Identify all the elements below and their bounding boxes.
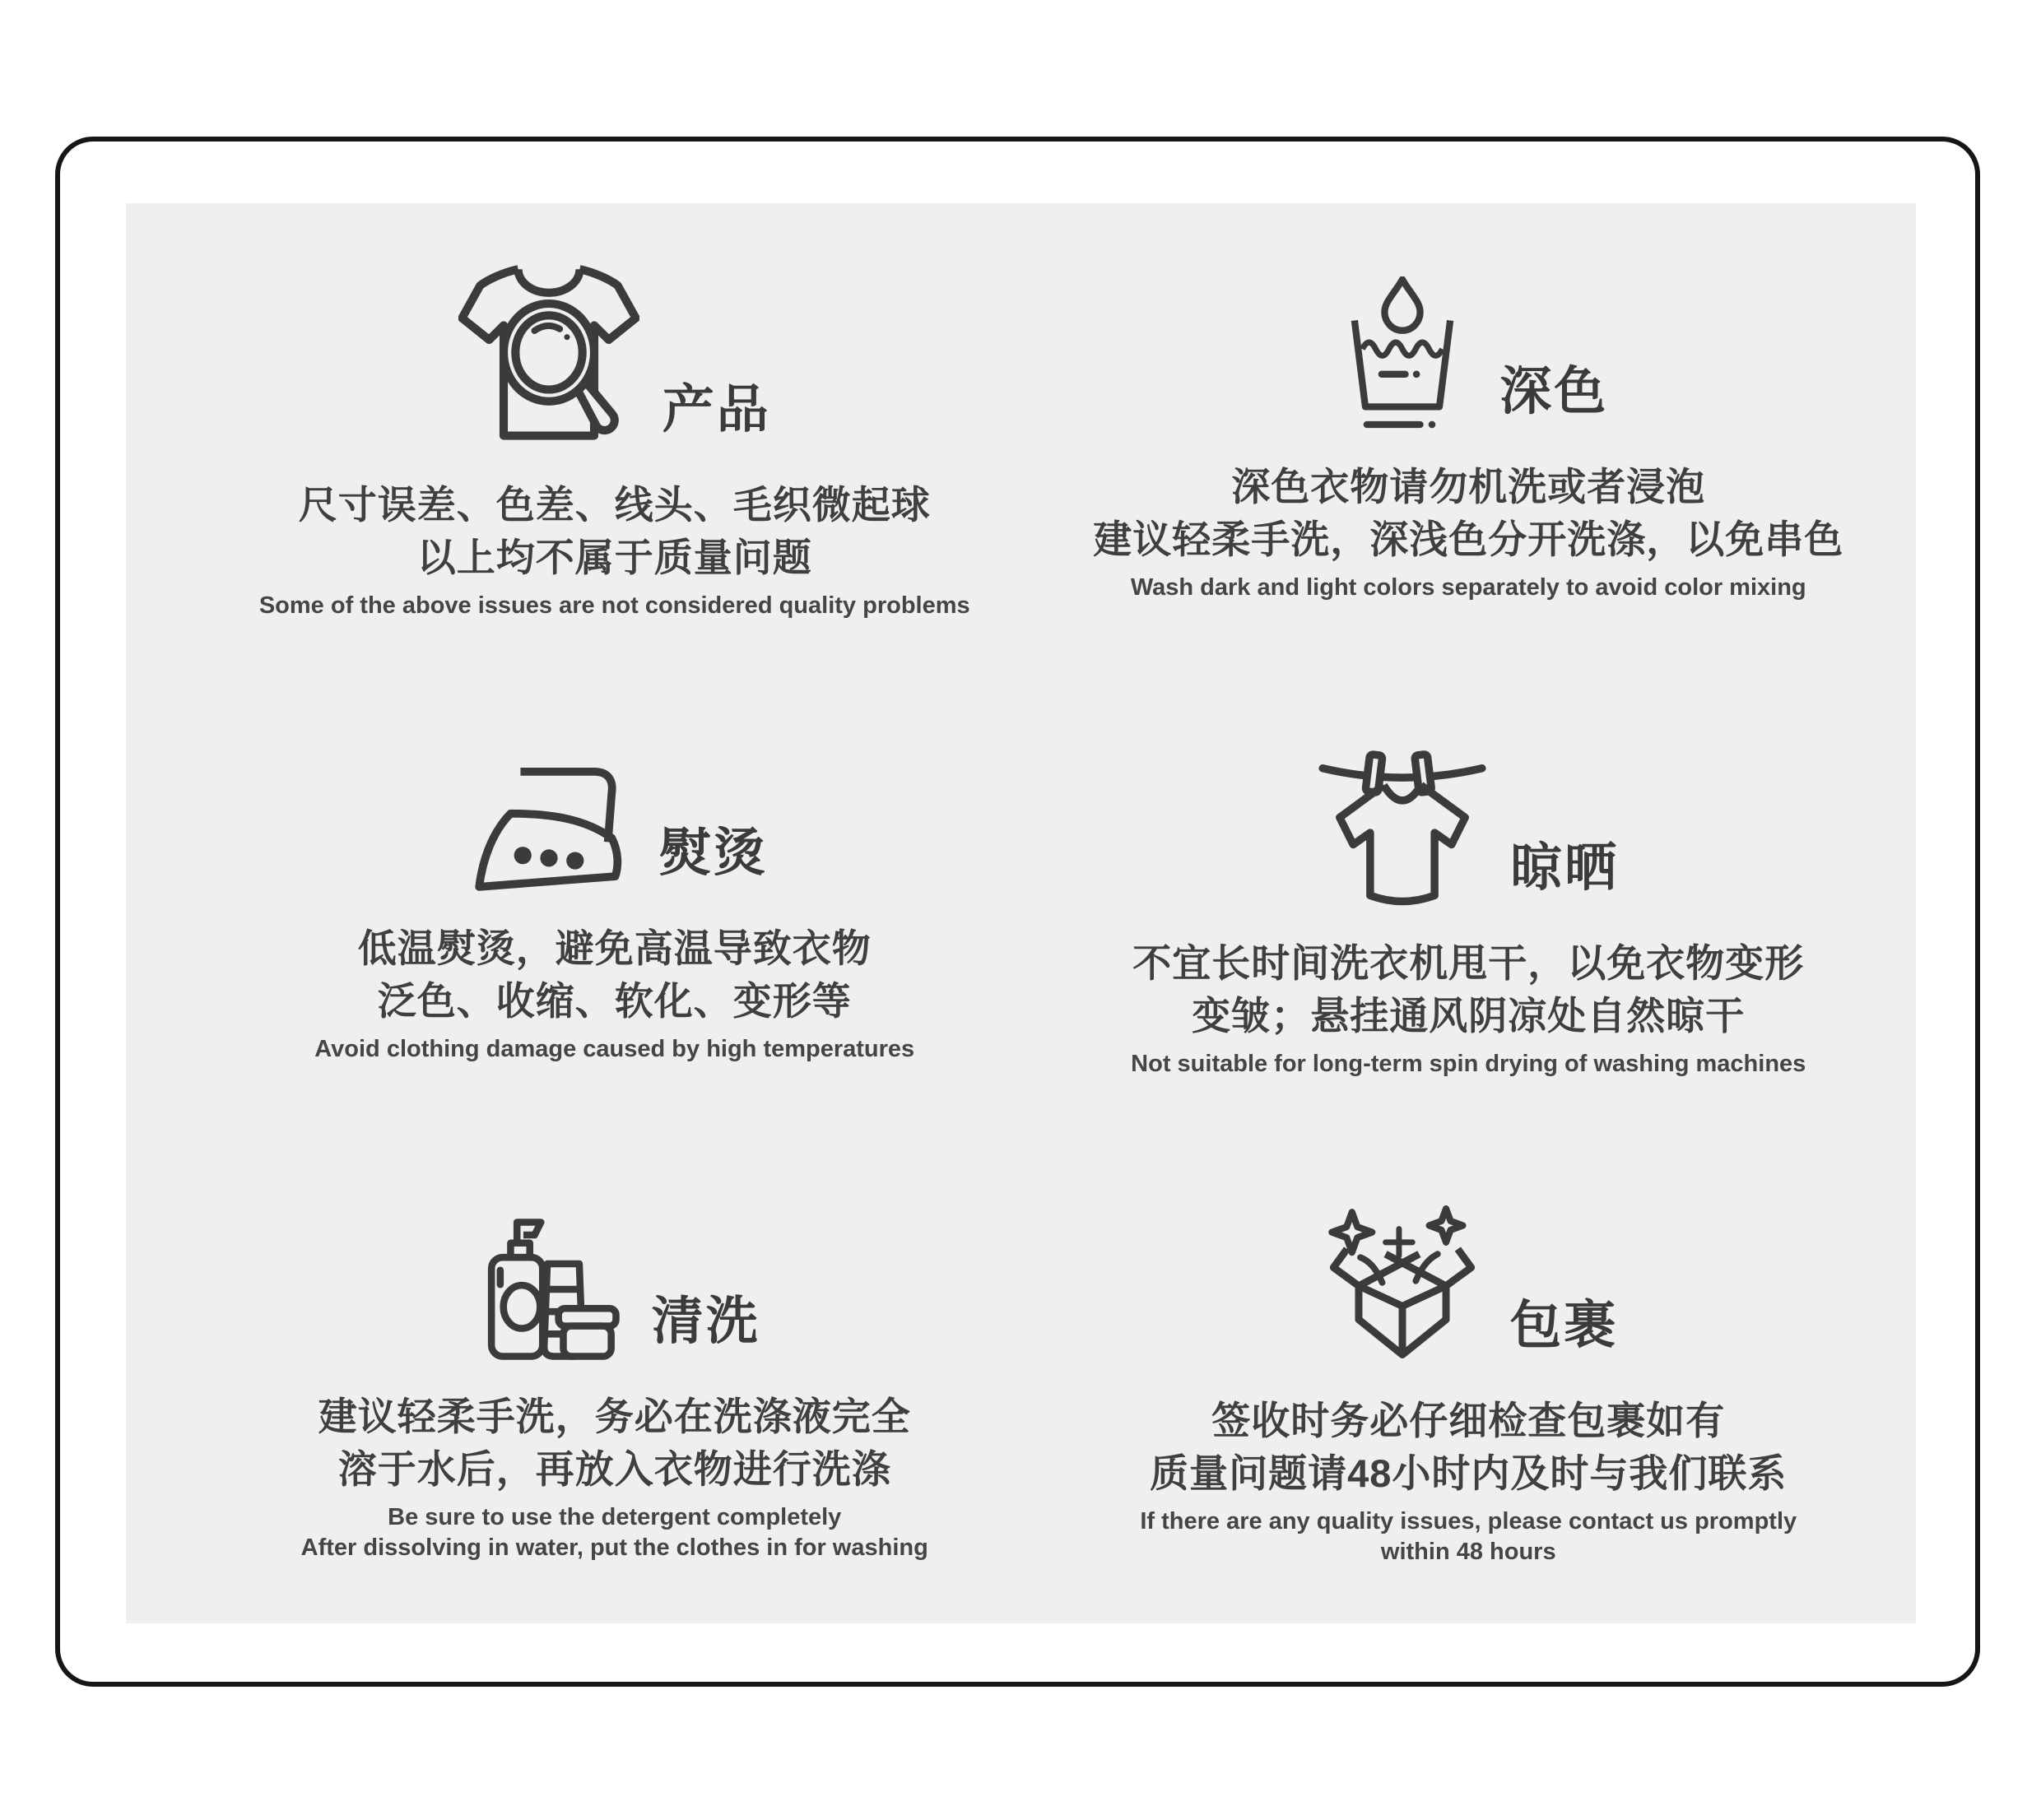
section-title: 清洗 (651, 1293, 760, 1351)
sections-grid (126, 203, 1916, 1623)
zh-line: 建议轻柔手洗，深浅色分开洗涤，以免串色 (1093, 518, 1844, 562)
section-drying (1021, 676, 1917, 1149)
zh-line: 不宜长时间洗衣机甩干，以免衣物变形 (1132, 941, 1805, 986)
zh-line: 变皱；悬挂通风阴凉处自然晾干 (1192, 994, 1746, 1038)
en-line: Avoid clothing damage caused by high temperatures (314, 1036, 915, 1063)
section-title: 深色 (1499, 363, 1609, 421)
section-title: 晾晒 (1510, 839, 1620, 898)
en-line: Some of the above issues are not considered quality problems (258, 592, 970, 620)
section-title: 熨烫 (658, 824, 768, 883)
zh-line: 泛色、收缩、软化、变形等 (377, 979, 852, 1024)
basin-waterdrop-icon (1328, 276, 1476, 439)
en-line: After dissolving in water, put the clothes in for washing (300, 1534, 928, 1562)
zh-line: 质量问题请48小时内及时与我们联系 (1150, 1451, 1788, 1496)
en-line: Wash dark and light colors separately to avoid color mixing (1130, 574, 1806, 601)
zh-line: 以上均不属于质量问题 (416, 536, 812, 580)
section-washing (126, 1150, 1021, 1623)
iron-icon (462, 761, 636, 901)
tshirt-magnifier-icon (458, 258, 639, 457)
en-line: Not suitable for long-term spin drying of washing machines (1131, 1051, 1806, 1078)
section-product (126, 203, 1021, 676)
section-dark-colors (1021, 203, 1917, 676)
open-box-sparkles-icon (1318, 1205, 1486, 1373)
zh-line: 低温熨烫，避免高温导致衣物 (357, 926, 872, 971)
zh-line: 建议轻柔手洗，务必在洗涤液完全 (318, 1395, 911, 1439)
zh-line: 尺寸误差、色差、线头、毛织微起球 (298, 483, 931, 527)
clothesline-shirt-icon (1318, 746, 1487, 916)
section-title: 包裹 (1509, 1297, 1619, 1355)
en-line: If there are any quality issues, please contact us promptly (1140, 1508, 1797, 1535)
en-line: Be sure to use the detergent completely (388, 1504, 842, 1531)
section-title: 产品 (662, 381, 771, 439)
zh-line: 溶于水后，再放入衣物进行洗涤 (337, 1447, 891, 1492)
section-ironing (126, 676, 1021, 1149)
zh-line: 签收时务必仔细检查包裹如有 (1211, 1399, 1726, 1443)
en-line: within 48 hours (1380, 1539, 1556, 1566)
section-package (1021, 1150, 1917, 1623)
gray-panel (126, 203, 1916, 1623)
zh-line: 深色衣物请勿机洗或者浸泡 (1231, 465, 1706, 509)
detergent-bottles-icon (469, 1209, 629, 1369)
